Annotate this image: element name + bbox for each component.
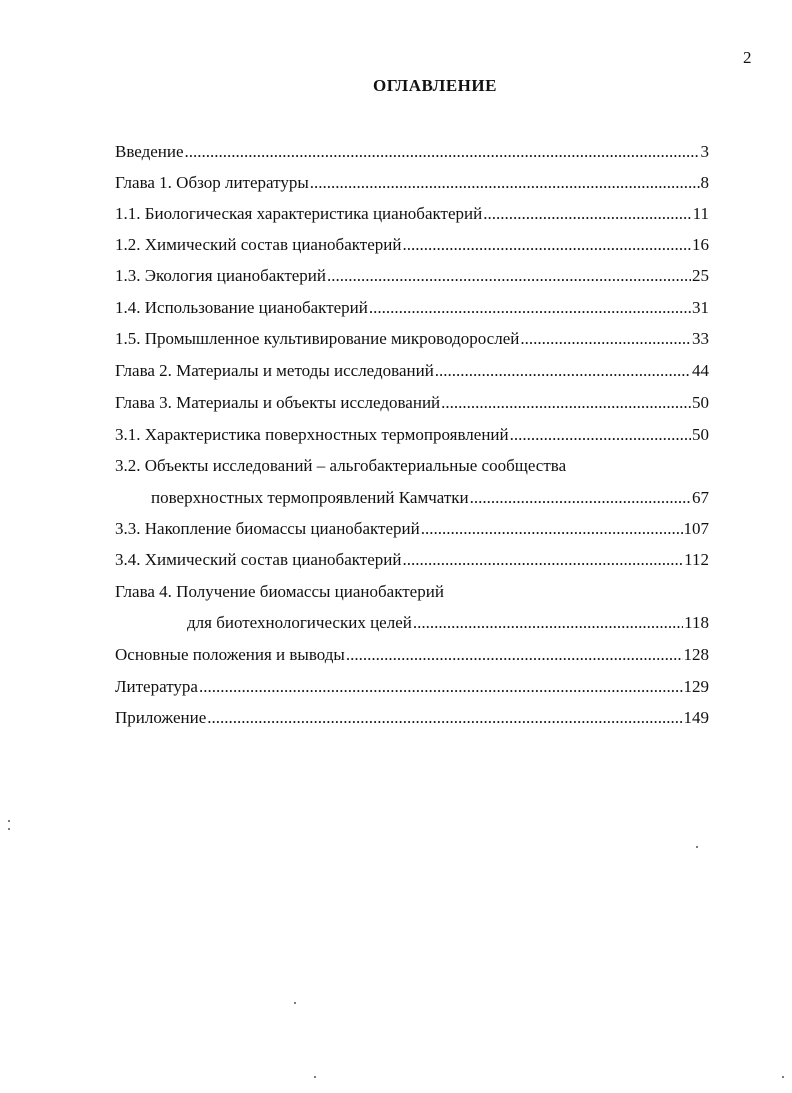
scan-speck [8, 828, 10, 830]
toc-leader [346, 645, 683, 665]
toc-entry-section-3-3[interactable] [115, 519, 709, 539]
toc-entry-intro[interactable] [115, 142, 709, 162]
toc-leader [483, 204, 691, 224]
toc-entry-section-3-4[interactable] [115, 550, 709, 570]
toc-entry-page: 149 [683, 708, 709, 727]
scan-speck [294, 1002, 296, 1004]
toc-entry-section-1-3[interactable] [115, 266, 709, 286]
toc-entry-label: 3.1. Характеристика поверхностных термопроявлений [115, 425, 509, 444]
toc-entry-label: 1.1. Биологическая характеристика цианобактерий [115, 204, 483, 223]
toc-entry-chapter-4[interactable] [187, 613, 709, 633]
toc-entry-label: Литература [115, 677, 198, 696]
toc-leader [402, 550, 683, 570]
toc-entry-page: 3 [700, 142, 709, 161]
toc-entry-section-3-1[interactable] [115, 425, 709, 445]
page-number: 2 [743, 48, 752, 67]
scan-speck [314, 1076, 316, 1078]
toc-entry-page: 25 [692, 266, 709, 285]
toc-entry-appendix[interactable] [115, 708, 709, 728]
toc-entry-label: 3.3. Накопление биомассы цианобактерий [115, 519, 420, 538]
toc-entry-page: 107 [683, 519, 709, 538]
page-title: ОГЛАВЛЕНИЕ [373, 76, 497, 95]
toc-entry-page: 11 [692, 204, 709, 223]
toc-entry-section-1-5[interactable] [115, 329, 709, 349]
toc-entry-label: 3.4. Химический состав цианобактерий [115, 550, 402, 569]
toc-entry-page: 118 [684, 613, 709, 632]
toc-entry-page: 44 [692, 361, 709, 380]
toc-entry-page: 8 [700, 173, 709, 192]
toc-leader [185, 142, 700, 162]
toc-leader [441, 393, 691, 413]
scan-speck [696, 846, 698, 848]
toc-entry-section-3-2-line1[interactable]: 3.2. Объекты исследований – альгобактериальные сообщества [115, 456, 567, 475]
toc-entry-page: 112 [684, 550, 709, 569]
toc-entry-page: 129 [683, 677, 709, 696]
toc-entry-chapter-4-line1[interactable]: Глава 4. Получение биомассы цианобактерий [115, 582, 444, 601]
toc-entry-label: для биотехнологических целей [187, 613, 412, 632]
toc-leader [520, 329, 691, 349]
toc-leader [435, 361, 691, 381]
toc-entry-page: 31 [692, 298, 709, 317]
toc-entry-literature[interactable] [115, 677, 709, 697]
toc-entry-page: 16 [692, 235, 709, 254]
toc-leader [421, 519, 683, 539]
toc-entry-label: 1.2. Химический состав цианобактерий [115, 235, 402, 254]
toc-leader [207, 708, 682, 728]
toc-entry-label: Глава 1. Обзор литературы [115, 173, 309, 192]
toc-entry-page: 50 [692, 425, 709, 444]
toc-leader [369, 298, 691, 318]
toc-entry-chapter-1[interactable] [115, 173, 709, 193]
toc-entry-section-1-2[interactable] [115, 235, 709, 255]
toc-leader [510, 425, 691, 445]
toc-entry-label: Глава 2. Материалы и методы исследований [115, 361, 434, 380]
toc-entry-conclusions[interactable] [115, 645, 709, 665]
toc-entry-label: поверхностных термопроявлений Камчатки [151, 488, 469, 507]
toc-entry-label: Основные положения и выводы [115, 645, 345, 664]
toc-entry-page: 67 [692, 488, 709, 507]
toc-entry-section-1-1[interactable] [115, 204, 709, 224]
toc-entry-page: 33 [692, 329, 709, 348]
scan-speck [782, 1076, 784, 1078]
toc-entry-chapter-2[interactable] [115, 361, 709, 381]
toc-entry-label: 1.4. Использование цианобактерий [115, 298, 368, 317]
toc-entry-page: 128 [683, 645, 709, 664]
scan-speck [8, 820, 10, 822]
toc-leader [413, 613, 683, 633]
toc-leader [199, 677, 683, 697]
toc-entry-section-1-4[interactable] [115, 298, 709, 318]
toc-entry-chapter-3[interactable] [115, 393, 709, 413]
toc-entry-label: 1.3. Экология цианобактерий [115, 266, 327, 285]
toc-entry-section-3-2[interactable] [151, 488, 709, 508]
toc-entry-label: Приложение [115, 708, 207, 727]
toc-leader [402, 235, 691, 255]
toc-entry-label: 1.5. Промышленное культивирование микроводорослей [115, 329, 520, 348]
toc-leader [310, 173, 700, 193]
toc-leader [470, 488, 691, 508]
toc-entry-page: 50 [692, 393, 709, 412]
toc-entry-label: Глава 3. Материалы и объекты исследований [115, 393, 441, 412]
toc-entry-label: Введение [115, 142, 184, 161]
toc-leader [327, 266, 691, 286]
